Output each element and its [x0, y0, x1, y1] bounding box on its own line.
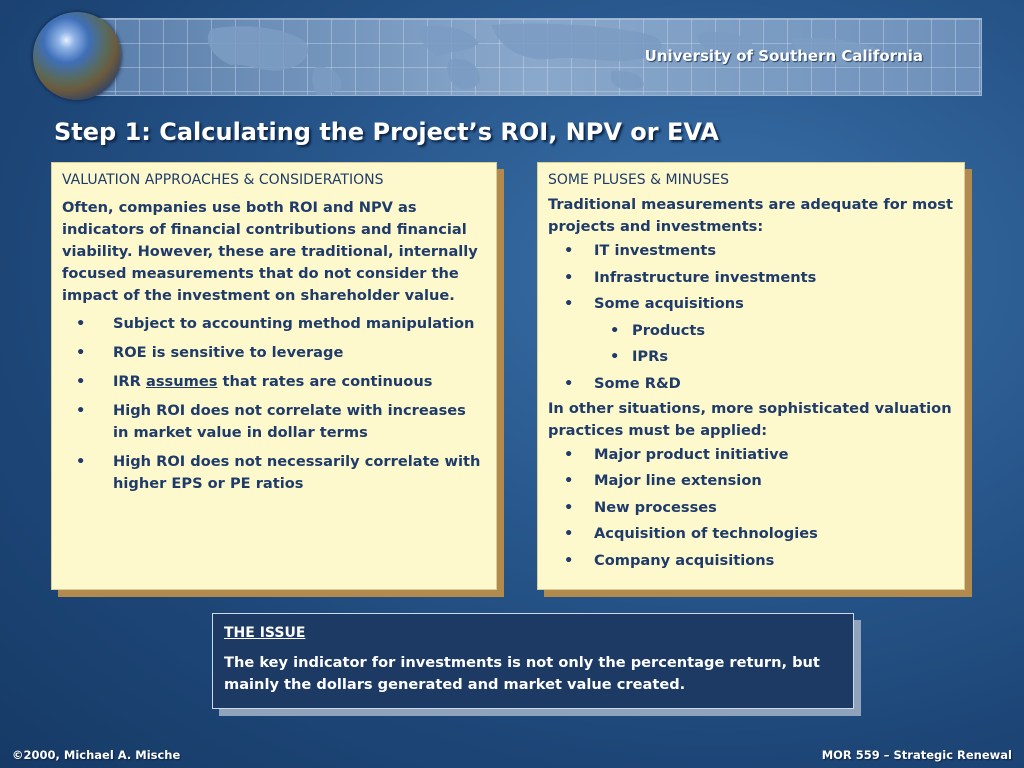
considerations-list [62, 313, 486, 495]
list-item: • High ROI does not necessarily correlate with higher EPS or PE ratios [76, 453, 481, 492]
bullet-icon: • [564, 445, 574, 463]
panel-intro-2: In other situations, more sophisticated valuation practices must be applied: [548, 399, 952, 439]
emphasized-word: assumes [146, 373, 218, 390]
issue-box [212, 613, 854, 709]
adequate-list [548, 238, 954, 398]
bullet-icon: • [76, 373, 86, 390]
bullet-icon: • [610, 321, 620, 339]
list-item: • New processes [548, 495, 954, 522]
panel-heading: SOME PLUSES & MINUSES [548, 172, 730, 188]
course-footer: MOR 559 – Strategic Renewal [821, 748, 1012, 762]
list-item: • Some acquisitions [548, 291, 954, 318]
header-banner [90, 18, 982, 96]
copyright-footer: ©2000, Michael A. Mische [12, 748, 181, 762]
panel-intro: Traditional measurements are adequate for most projects and investments: [548, 196, 953, 235]
list-item: • High ROI does not correlate with increases in market value in dollar terms [76, 402, 466, 441]
list-item: • Major line extension [548, 468, 954, 495]
bullet-icon: • [564, 242, 574, 259]
panel-heading: VALUATION APPROACHES & CONSIDERATIONS [62, 172, 384, 188]
bullet-icon: • [564, 374, 574, 392]
bullet-icon: • [76, 402, 86, 419]
panel-intro: Often, companies use both ROI and NPV as indicators of financial contributions and financial viability. However, these are traditional, internally focused measurements that do not consider the impact of the investment on shareholder value. [62, 199, 478, 304]
bullet-icon: • [610, 348, 620, 366]
list-item: • Major product initiative [548, 442, 954, 469]
list-item: • Subject to accounting method manipulation [62, 313, 486, 335]
list-item: • IRR assumes that rates are continuous [62, 371, 486, 393]
list-item: • ROE is sensitive to leverage [62, 342, 486, 364]
issue-heading: THE ISSUE [224, 625, 306, 641]
bullet-icon: • [564, 268, 574, 286]
list-item: • IT investments [548, 238, 954, 265]
list-item: • Some R&D [548, 371, 954, 398]
sub-list-item: • IPRs [548, 344, 954, 371]
pluses-minuses-panel [537, 162, 965, 590]
list-item: • Infrastructure investments [548, 265, 954, 292]
list-item: • Acquisition of technologies [548, 521, 954, 548]
sophisticated-list [548, 442, 954, 575]
institution-name: University of Southern California [644, 47, 923, 65]
valuation-approaches-panel [51, 162, 497, 590]
bullet-icon: • [76, 315, 86, 332]
bullet-icon: • [564, 295, 574, 313]
bullet-icon: • [76, 344, 86, 361]
bullet-icon: • [564, 525, 574, 543]
issue-text: The key indicator for investments is not only the percentage return, but mainly the dollars generated and market value created. [224, 654, 820, 693]
bullet-icon: • [564, 472, 574, 490]
globe-icon [33, 12, 121, 100]
slide-title: Step 1: Calculating the Project’s ROI, NPV or EVA [54, 118, 719, 146]
bullet-icon: • [76, 453, 86, 470]
sub-list-item: • Products [548, 318, 954, 345]
list-item: • Company acquisitions [548, 548, 954, 575]
bullet-icon: • [564, 498, 574, 516]
bullet-icon: • [564, 551, 574, 569]
